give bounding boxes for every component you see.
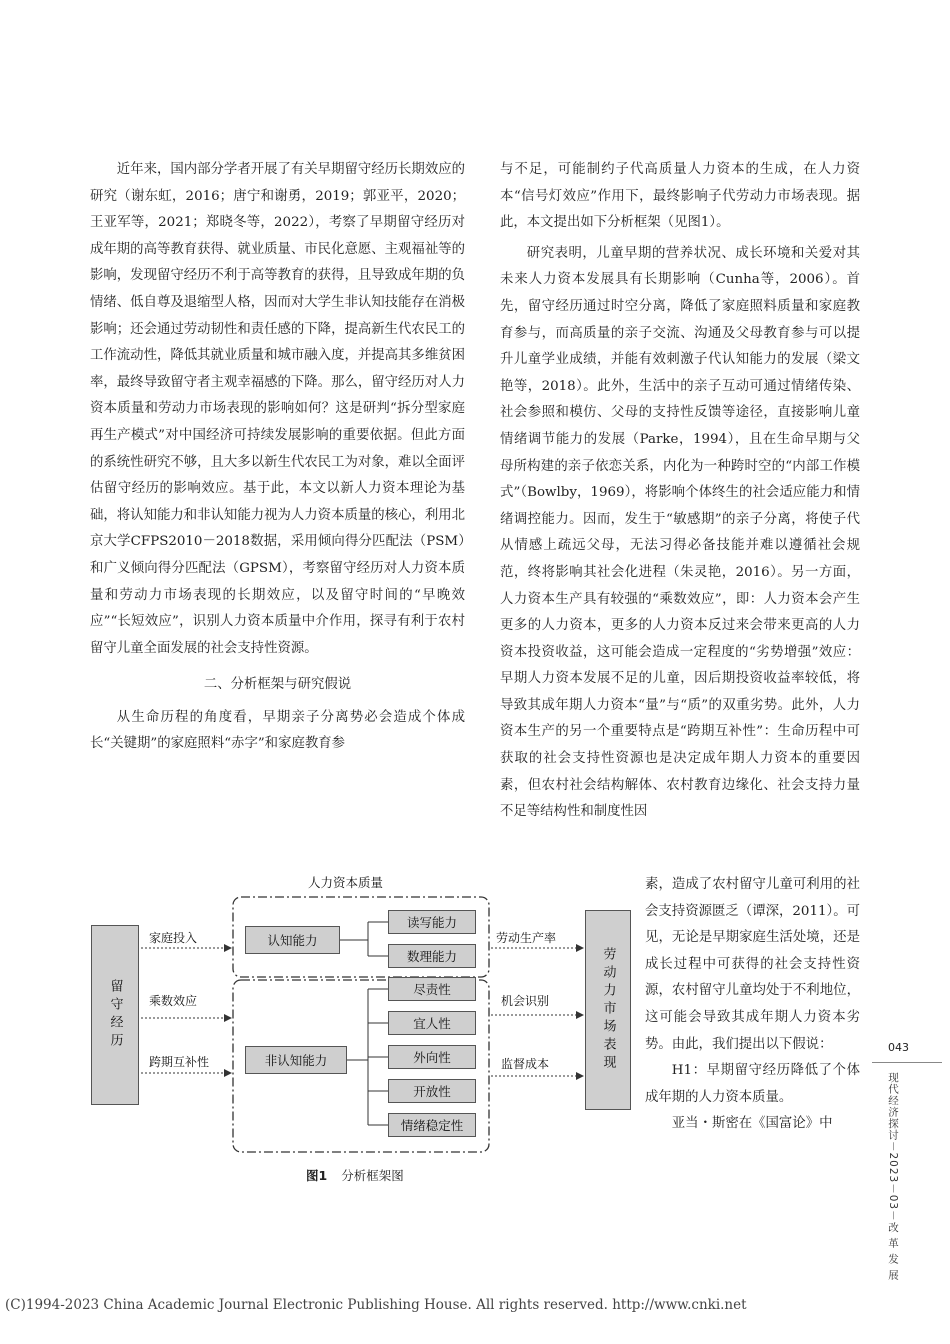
right-narrow-paragraph-3: 亚当・斯密在《国富论》中 — [671, 1116, 833, 1132]
right-narrow-paragraph-1: 素，造成了农村留守儿童可利用的社会支持资源匮乏（谭深，2011）。可见，无论是早期家庭生活处境，还是成长过程中可获得的社会支持性资源，农村留守儿童均处于不利地位，这可能会导致其成年期人力资本劣势。由此，我们提出以下假说： — [645, 877, 860, 1052]
right-paragraph-2: 研究表明，儿童早期的营养状况、成长环境和关爱对其未来人力资本发展具有长期影响（Cunha等，2006）。首先，留守经历通过时空分离，降低了家庭照料质量和家庭教育参与，而高质量的亲子交流、沟通及父母教育参与可以提升儿童学业成绩，并能有效刺激子代认知能力的发展（梁文艳等，2018）。此外，生活中的亲子互动可通过情绪传染、社会参照和模仿、父母的支持性反馈等途径，直接影响儿童情绪调节能力的发展（Parke，1994），且在生命早期与父母所构建的亲子依恋关系，内化为一种跨时空的“内部工作模式”（Bowlby，1969），将影响个体终生的社会适应能力和情绪调控能力。因而，发生于“敏感期”的亲子分离，将使子代从情感上疏远父母，无法习得必备技能并难以遵循社会规范，终将影响其社会化进程（朱灵艳，2016）。另一方面，人力资本生产具有较强的“乘数效应”，即：人力资本会产生更多的人力资本，更多的人力资本反过来会带来更高的人力资本投资收益，这可能会造成一定程度的“劣势增强”效应：早期人力资本发展不足的儿童，因后期投资收益率较低，将导致其成年期人力资本“量”与“质”的双重劣势。此外，人力资本生产的另一个重要特点是“跨期互补性”：生命历程中可获取的社会支持性资源也是决定成年期人力资本的重要因素，但农村社会结构解体、农村教育边缘化、社会支持力量不足等结构性和制度性因 — [500, 245, 860, 820]
section-heading: 二、分析框架与研究假说 — [203, 677, 352, 693]
left-column — [90, 157, 465, 758]
emotional-stability-box: 情绪稳定性 — [388, 1113, 476, 1137]
human-capital-quality-title: 人力资本质量 — [308, 875, 384, 890]
left-behind-experience-box: 留守经历 — [91, 925, 139, 1105]
copyright-footer: (C)1994-2023 China Academic Journal Electronic Publishing House. All rights reserved. http://www.cnki.net — [5, 1297, 747, 1313]
figure-caption-text: 分析框架图 — [341, 1168, 404, 1183]
conscientiousness-box: 尽责性 — [388, 977, 476, 1001]
output-label-supervision: 监督成本 — [501, 1057, 550, 1071]
right-narrow-column — [645, 872, 860, 1138]
hypothesis-h1: H1：早期留守经历降低了个体成年期的人力资本质量。 — [645, 1063, 860, 1105]
output-label-productivity: 劳动生产率 — [496, 931, 557, 945]
noncognitive-ability-box: 非认知能力 — [245, 1046, 347, 1074]
figure-caption — [306, 1166, 404, 1184]
literacy-box: 读写能力 — [388, 910, 476, 934]
input-label-multiplier: 乘数效应 — [149, 994, 198, 1008]
figure-caption-number: 图1 — [306, 1168, 328, 1183]
input-label-complementarity: 跨期互补性 — [149, 1055, 210, 1069]
page-number: 043 — [888, 1041, 909, 1054]
labor-market-performance-box: 劳动力市场表现 — [585, 910, 631, 1110]
output-label-opportunity: 机会识别 — [501, 994, 550, 1008]
agreeableness-box: 宜人性 — [388, 1011, 476, 1035]
journal-side-title: 现代经济探讨－2023－03－改 革 发 展 — [887, 1072, 899, 1281]
side-divider — [872, 1062, 942, 1063]
extraversion-box: 外向性 — [388, 1045, 476, 1069]
right-paragraph-1: 与不足，可能制约子代高质量人力资本的生成，在人力资本“信号灯效应”作用下，最终影响子代劳动力市场表现。据此，本文提出如下分析框架（见图1）。 — [500, 162, 860, 231]
left-paragraph-2: 从生命历程的角度看，早期亲子分离势必会造成个体成长“关键期”的家庭照料“赤字”和家庭教育参 — [90, 709, 465, 752]
left-paragraph-1: 近年来，国内部分学者开展了有关早期留守经历长期效应的研究（谢东虹，2016；唐宁和谢勇，2019；郭亚平，2020；王亚军等，2021；郑晓冬等，2022），考察了早期留守经历对成年期的高等教育获得、就业质量、市民化意愿、主观福祉等的影响，发现留守经历不利于高等教育的获得，且导致成年期的负情绪、低自尊及退缩型人格，因而对大学生非认知技能存在消极影响；还会通过劳动韧性和责任感的下降，提高新生代农民工的工作流动性，降低其就业质量和城市融入度，并提高其多维贫困率，最终导致留守者主观幸福感的下降。那么，留守经历对人力资本质量和劳动力市场表现的影响如何？这是研判“拆分型家庭再生产模式”对中国经济可持续发展影响的重要依据。但此方面的系统性研究不够，且大多以新生代农民工为对象，难以全面评估留守经历的影响效应。基于此，本文以新人力资本理论为基础，将认知能力和非认知能力视为人力资本质量的核心，利用北京大学CFPS2010－2018数据，采用倾向得分匹配法（PSM）和广义倾向得分匹配法（GPSM），考察留守经历对人力资本质量和劳动力市场表现的长期效应，以及留守时间的“早晚效应”“长短效应”，识别人力资本质量中介作用，探寻有利于农村留守儿童全面发展的社会支持性资源。 — [90, 162, 465, 656]
input-label-family: 家庭投入 — [149, 931, 198, 945]
cognitive-ability-box: 认知能力 — [245, 926, 340, 954]
numeracy-box: 数理能力 — [388, 944, 476, 968]
figure-connectors — [85, 870, 645, 1170]
openness-box: 开放性 — [388, 1079, 476, 1103]
analysis-framework-figure — [85, 870, 645, 1170]
right-column — [500, 157, 860, 826]
